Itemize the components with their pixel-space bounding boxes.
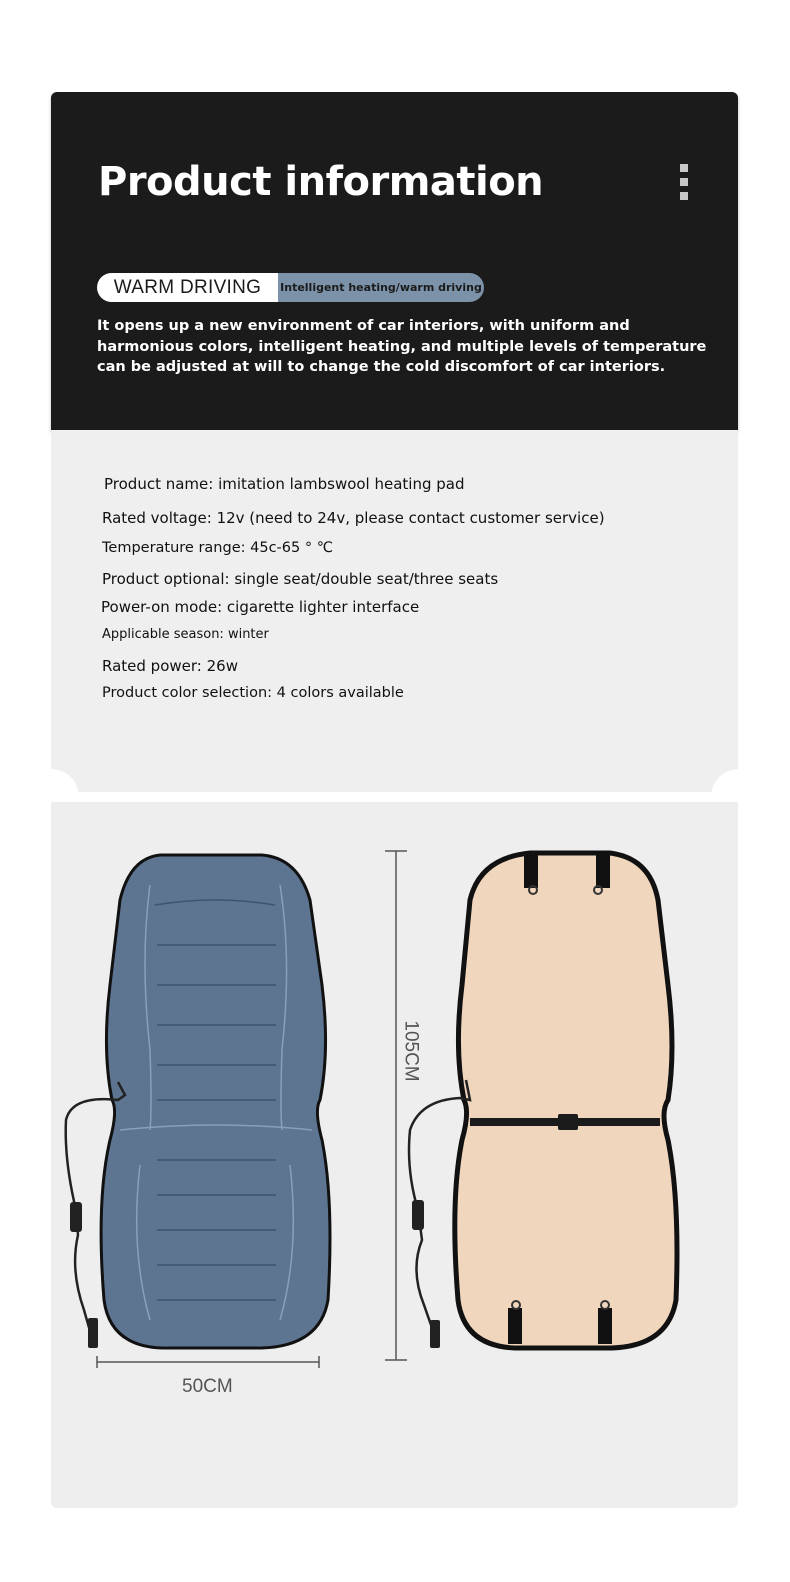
feature-tag-primary: WARM DRIVING — [97, 273, 278, 302]
spec-label: Rated power: — [102, 657, 202, 675]
spec-value: cigarette lighter interface — [226, 598, 420, 616]
spec-label: Applicable season: — [102, 627, 224, 642]
spec-value: imitation lambswool heating pad — [218, 475, 465, 493]
spec-value: 12v (need to 24v, please contact customer service) — [216, 509, 605, 527]
width-label: 50CM — [182, 1376, 233, 1397]
spec-value: 4 colors available — [276, 685, 404, 701]
spec-value: single seat/double seat/three seats — [234, 570, 499, 588]
spec-value: 45c-65 ° ℃ — [250, 540, 333, 556]
width-dimension-line — [97, 1356, 319, 1368]
spec-label: Product name: — [104, 475, 214, 493]
spec-label: Temperature range: — [102, 540, 246, 556]
spec-label: Power-on mode: — [101, 598, 223, 616]
spec-label: Rated voltage: — [102, 509, 212, 527]
spec-label: Product color selection: — [102, 685, 273, 701]
seat-front-image — [66, 855, 330, 1348]
height-label: 105CM — [400, 1020, 422, 1082]
intro-paragraph: It opens up a new environment of car interiors, with uniform and harmonious colors, intelligent heating, and multiple levels of temperature can be adjusted at will to change the cold discomfort of car interiors. — [97, 318, 707, 375]
spec-label: Product optional: — [102, 570, 230, 588]
feature-tag-secondary: Intelligent heating/warm driving — [278, 273, 484, 302]
spec-value: winter — [227, 627, 269, 642]
height-dimension-line — [385, 851, 407, 1360]
page-title: Product information — [98, 159, 544, 205]
seat-back-image — [409, 852, 677, 1348]
spec-value: 26w — [206, 657, 238, 675]
